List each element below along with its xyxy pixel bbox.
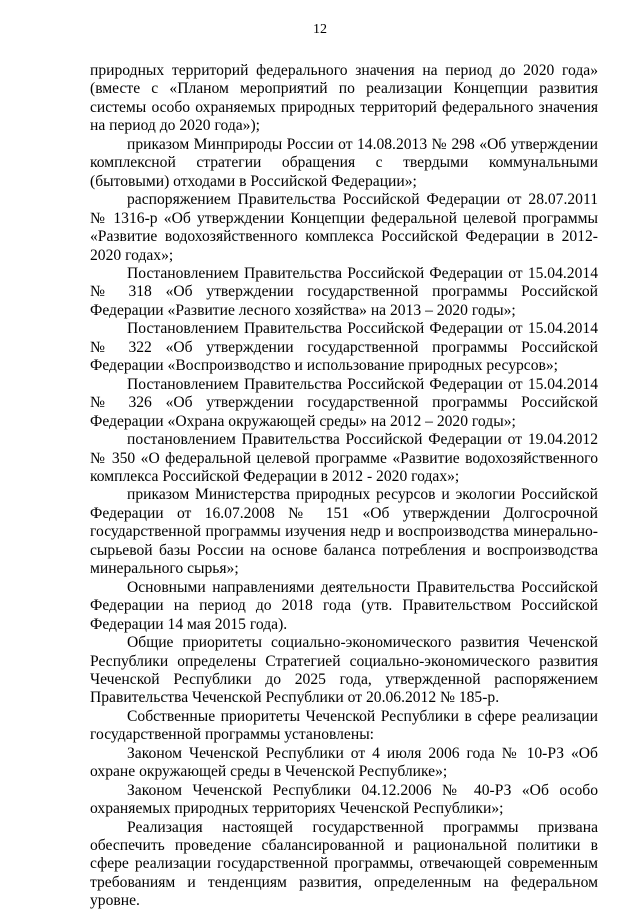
paragraph: Собственные приоритеты Чеченской Республики в сфере реализации государственной программы установлены: <box>90 707 598 744</box>
paragraph: распоряжением Правительства Российской Федерации от 28.07.2011 № 1316-р «Об утверждении Концепции федеральной целевой программы «Развитие водохозяйственного комплекса Российской Федерации в 2012-2020 годах»; <box>90 191 598 264</box>
paragraph: постановлением Правительства Российской Федерации от 19.04.2012 № 350 «О федеральной целевой программе «Развитие водохозяйственного комплекса Российской Федерации в 2012 - 2020 годах»; <box>90 431 598 485</box>
paragraph: Постановлением Правительства Российской Федерации от 15.04.2014 № 322 «Об утверждении государственной программы Российской Федерации «Воспроизводство и использование природных ресурсов»; <box>90 320 598 375</box>
paragraph: приказом Министерства природных ресурсов и экологии Российской Федерации от 16.07.2008 № 151 «Об утверждении Долгосрочной государственной программы изучения недр и воспроизводства минерально-сырьевой базы России на основе баланса потребления и воспроизводства минерального сырья»; <box>90 486 598 578</box>
page-number: 12 <box>313 22 327 37</box>
paragraph: Основными направлениями деятельности Правительства Российской Федерации на период до 2018 года (утв. Правительством Российской Федерации 14 мая 2015 года). <box>90 578 598 633</box>
paragraph: приказом Минприроды России от 14.08.2013 № 298 «Об утверждении комплексной стратегии обращения с твердыми коммунальными (бытовыми) отходами в Российской Федерации»; <box>90 135 598 190</box>
paragraph: Законом Чеченской Республики 04.12.2006 № 40-РЗ «Об особо охраняемых природных территориях Чеченской Республики»; <box>90 781 598 818</box>
paragraph: Постановлением Правительства Российской Федерации от 15.04.2014 № 326 «Об утверждении государственной программы Российской Федерации «Охрана окружающей среды» на 2012 – 2020 годы»; <box>90 375 598 430</box>
document-body <box>90 62 598 911</box>
paragraph: Постановлением Правительства Российской Федерации от 15.04.2014 № 318 «Об утверждении государственной программы Российской Федерации «Развитие лесного хозяйства» на 2013 – 2020 годы»; <box>90 264 598 319</box>
paragraph: Реализация настоящей государственной программы призвана обеспечить проведение сбалансированной и рациональной политики в сфере реализации государственной программы, отвечающей современным требованиям и тенденциям развития, определенным на федеральном уровне. <box>90 818 598 910</box>
paragraph: природных территорий федерального значения на период до 2020 года» (вместе с «Планом мероприятий по реализации Концепции развития системы особо охраняемых природных территорий федерального значения на период до 2020 года»); <box>90 62 598 135</box>
paragraph: Общие приоритеты социально-экономического развития Чеченской Республики определены Стратегией социально-экономического развития Чеченской Республики до 2025 года, утвержденной распоряжением Правительства Чеченской Республики от 20.06.2012 № 185-р. <box>90 634 598 707</box>
paragraph: Законом Чеченской Республики от 4 июля 2006 года № 10-РЗ «Об охране окружающей среды в Чеченской Республике»; <box>90 744 598 781</box>
